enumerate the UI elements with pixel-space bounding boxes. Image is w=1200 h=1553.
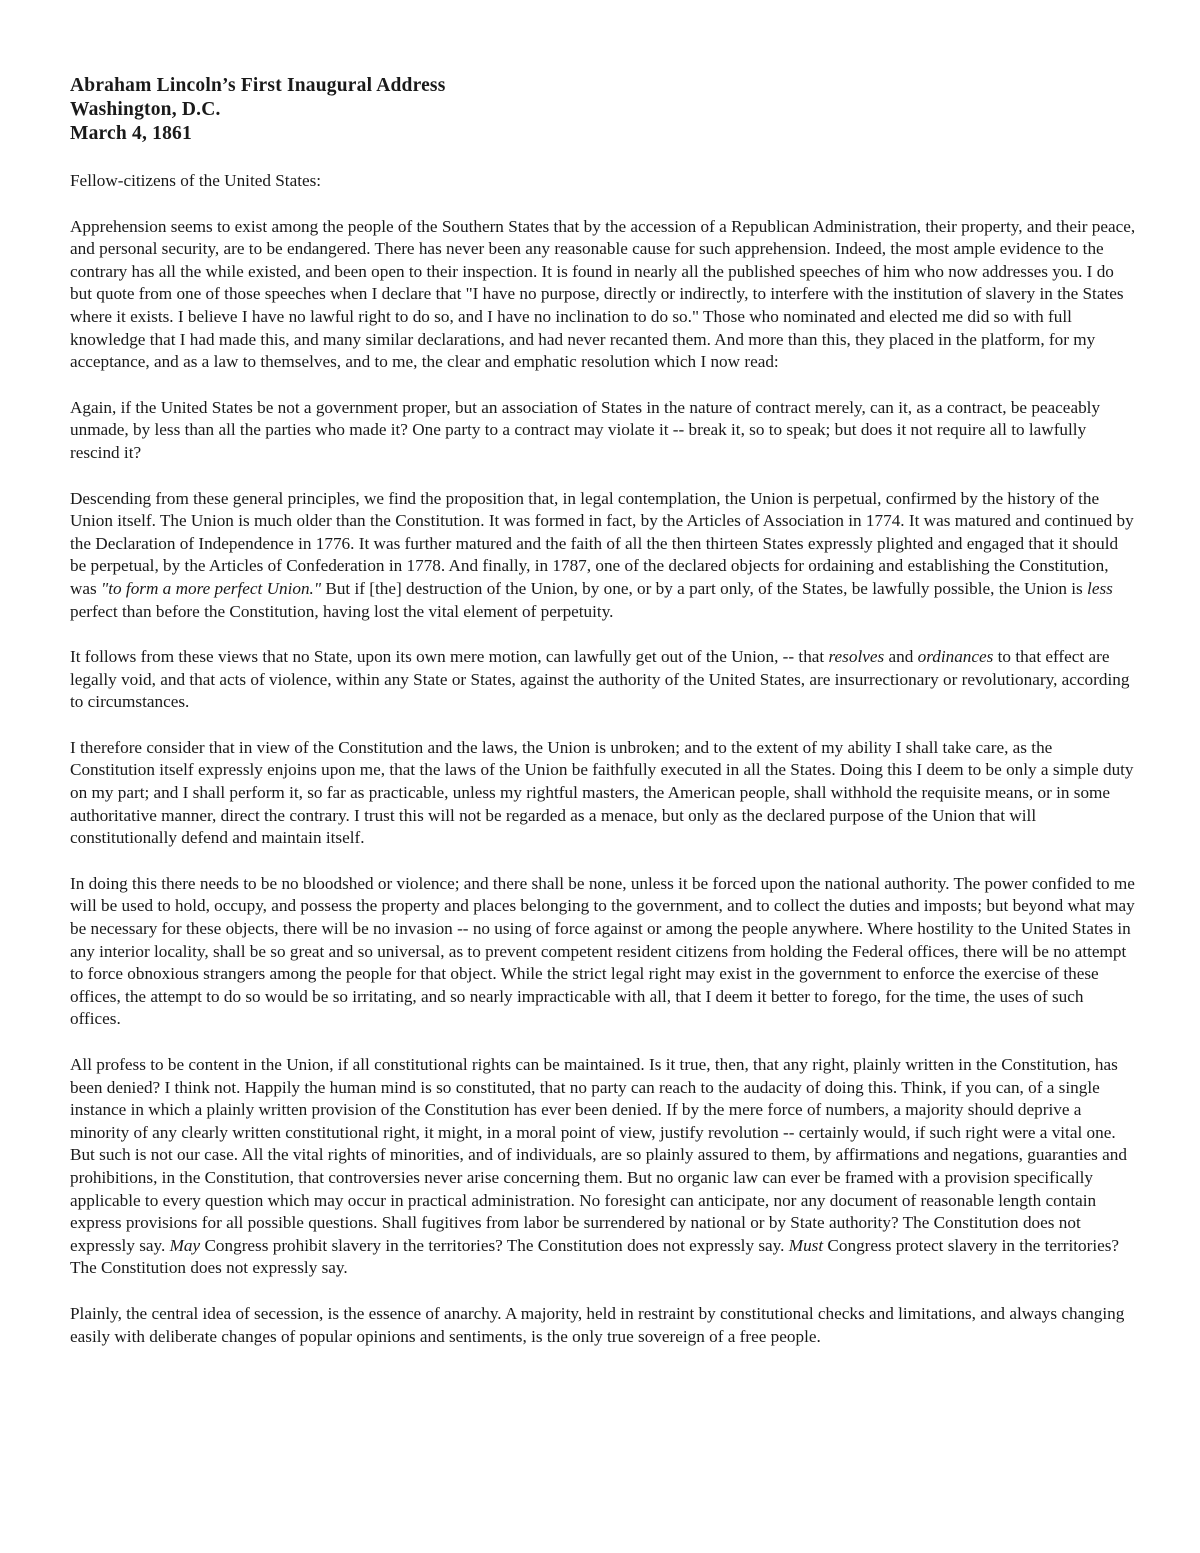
paragraph-3-emphasis: less xyxy=(1087,578,1113,598)
document-page xyxy=(70,74,1136,1371)
paragraph-4-text-1: It follows from these views that no State, upon its own mere motion, can lawfully get out of the Union, -- that xyxy=(70,647,829,667)
paragraph-4-emphasis-1: resolves xyxy=(828,647,885,667)
paragraph-7-text-2: Congress prohibit slavery in the territories? The Constitution does not expressly say. xyxy=(200,1235,789,1255)
paragraph-3 xyxy=(70,488,1136,624)
paragraph-3-quote: "to form a more perfect Union." xyxy=(101,578,322,598)
paragraph-5: I therefore consider that in view of the Constitution and the laws, the Union is unbroken; and to the extent of my ability I shall take care, as the Constitution itself expressly enjoins upon me, that the laws of the Union be faithfully executed in all the States. Doing this I deem to be only a simple duty on my part; and I shall perform it, so far as practicable, unless my rightful masters, the American people, shall withhold the requisite means, or in some authoritative manner, direct the contrary. I trust this will not be regarded as a menace, but only as the declared purpose of the Union that will constitutionally defend and maintain itself. xyxy=(70,737,1134,848)
paragraph-4 xyxy=(70,646,1136,714)
salutation: Fellow-citizens of the United States: xyxy=(70,171,322,190)
paragraph-4-text-2: and xyxy=(884,647,918,667)
paragraph-1: Apprehension seems to exist among the people of the Southern States that by the accession of a Republican Administration, their property, and their peace, and personal security, are to be endangered. There has never been any reasonable cause for such apprehension. Indeed, the most ample evidence to the contrary has all the while existed, and been open to their inspection. It is found in nearly all the published speeches of him who now addresses you. I do but quote from one of those speeches when I declare that "I have no purpose, directly or indirectly, to interfere with the institution of slavery in the States where it exists. I believe I have no lawful right to do so, and I have no inclination to do so." Those who nominated and elected me did so with full knowledge that I had made this, and many similar declarations, and had never recanted them. And more than this, they placed in the platform, for my acceptance, and as a law to themselves, and to me, the clear and emphatic resolution which I now read: xyxy=(70,216,1136,372)
document-location: Washington, D.C. xyxy=(70,99,221,120)
paragraph-3-text-1: Descending from these general principles, we find the proposition that, in legal contemplation, the Union is perpetual, confirmed by the history of the Union itself. The Union is much older than the Constitution. It was formed in fact, by the Articles of Association in 1774. It was matured and continued by the Declaration of Independence in 1776. It was further matured and the faith of all the then thirteen States expressly plighted and engaged that it should be perpetual, by the Articles of Confederation in 1778. And finally, in 1787, one of the declared objects for ordaining and establishing the Constitution, was xyxy=(70,488,1134,598)
paragraph-2: Again, if the United States be not a government proper, but an association of States in the nature of contract merely, can it, as a contract, be peaceably unmade, by less than all the parties who made it? One party to a contract may violate it -- break it, so to speak; but does it not require all to lawfully rescind it? xyxy=(70,397,1101,462)
paragraph-3-text-2: But if [the] destruction of the Union, by one, or by a part only, of the States, be lawfully possible, the Union is xyxy=(321,578,1088,598)
document-title: Abraham Lincoln’s First Inaugural Address xyxy=(70,75,446,96)
paragraph-4-emphasis-2: ordinances xyxy=(917,647,994,667)
document-date: March 4, 1861 xyxy=(70,123,192,144)
paragraph-4-text-3: to that effect are legally void, and that acts of violence, within any State or States, against the authority of the United States, are insurrectionary or revolutionary, according to circumstances. xyxy=(70,647,1130,712)
document-heading xyxy=(70,74,1136,146)
paragraph-6: In doing this there needs to be no bloodshed or violence; and there shall be none, unless it be forced upon the national authority. The power confided to me will be used to hold, occupy, and possess the property and places belonging to the government, and to collect the duties and imposts; but beyond what may be necessary for these objects, there will be no invasion -- no using of force against or among the people anywhere. Where hostility to the United States in any interior locality, shall be so great and so universal, as to prevent competent resident citizens from holding the Federal offices, there will be no attempt to force obnoxious strangers among the people for that object. While the strict legal right may exist in the government to enforce the exercise of these offices, the attempt to do so would be so irritating, and so nearly impracticable with all, that I deem it better to forego, for the time, the uses of such offices. xyxy=(70,873,1135,1029)
paragraph-7-emphasis-2: Must xyxy=(788,1235,824,1255)
paragraph-7-text-1: All profess to be content in the Union, if all constitutional rights can be maintained. Is it true, then, that any right, plainly written in the Constitution, has been denied? I think not. Happily the human mind is so constituted, that no party can reach to the audacity of doing this. Think, if you can, of a single instance in which a plainly written provision of the Constitution has ever been denied. If by the mere force of numbers, a majority should deprive a minority of any clearly written constitutional right, it might, in a moral point of view, justify revolution -- certainly would, if such right were a vital one. But such is not our case. All the vital rights of minorities, and of individuals, are so plainly assured to them, by affirmations and negations, guaranties and prohibitions, in the Constitution, that controversies never arise concerning them. But no organic law can ever be framed with a provision specifically applicable to every question which may occur in practical administration. No foresight can anticipate, nor any document of reasonable length contain express provisions for all possible questions. Shall fugitives from labor be surrendered by national or by State authority? The Constitution does not expressly say. xyxy=(70,1055,1127,1255)
paragraph-7-emphasis-1: May xyxy=(169,1235,201,1255)
paragraph-8: Plainly, the central idea of secession, is the essence of anarchy. A majority, held in restraint by constitutional checks and limitations, and always changing easily with deliberate changes of popular opinions and sentiments, is the only true sovereign of a free people. xyxy=(70,1303,1125,1346)
paragraph-7-text-3: Congress protect slavery in the territories? The Constitution does not expressly say. xyxy=(70,1235,1120,1278)
paragraph-3-text-3: perfect than before the Constitution, having lost the vital element of perpetuity. xyxy=(70,601,614,621)
paragraph-7 xyxy=(70,1054,1136,1280)
